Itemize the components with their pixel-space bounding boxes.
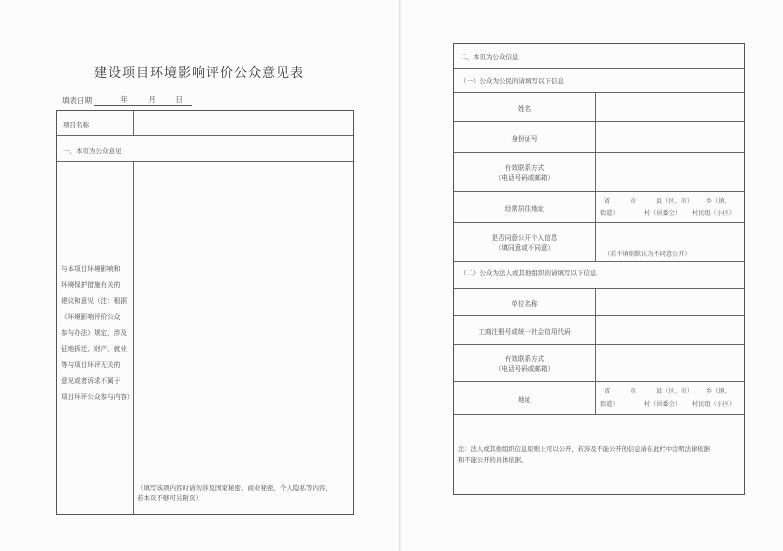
- org-table: [454, 288, 744, 413]
- contact-label-line: 有效联系方式: [504, 164, 545, 172]
- contact-field[interactable]: [595, 153, 744, 191]
- footer-note-line: （填写该项内容时请勿涉及国家秘密、商业秘密、个人隐私等内容，: [137, 484, 332, 492]
- prompt-line: 与本项目环境影响和: [61, 265, 121, 273]
- table-row: [454, 223, 744, 262]
- contact-label: [454, 163, 595, 183]
- form-title: 建设项目环境影响评价公众意见表: [93, 66, 304, 81]
- consent-field[interactable]: [595, 223, 744, 261]
- opinion-table: [56, 110, 354, 515]
- contact-label-line: （电话号码或邮箱）: [494, 174, 555, 182]
- prompt-line: 建议和意见（注：根据: [61, 297, 127, 305]
- addr-part: 市: [630, 198, 637, 205]
- addr-part: 街道）: [600, 210, 619, 217]
- prompt-line: 项目环评公众参与内容）: [61, 393, 134, 401]
- footer-note-line: 若本页不够可另附页）: [137, 494, 202, 502]
- opinion-prompt: [61, 261, 133, 405]
- org-contact-label-line: （电话号码或邮箱）: [494, 365, 555, 373]
- addr-part: 市: [630, 388, 637, 395]
- reg-no-field[interactable]: [595, 316, 744, 344]
- residence-field[interactable]: [595, 192, 744, 222]
- consent-note: （若不填则默认为不同意公开）: [604, 251, 691, 258]
- month-label: 月: [148, 95, 156, 104]
- addr-part: 省: [604, 198, 611, 205]
- citizen-header: （一）公众为公民的请填写以下信息: [460, 77, 564, 85]
- bottom-note-line: 注：法人或其他组织信息原则上可以公开，若涉及不能公开的信息请在此栏中注明法律依据: [458, 446, 710, 453]
- addr-part: 省: [604, 388, 611, 395]
- table-row: [454, 316, 744, 345]
- section2-label: 二、本页为公众信息: [460, 53, 519, 61]
- prompt-line: 环境保护措施有关的: [61, 281, 121, 289]
- org-name-label: 单位名称: [511, 300, 538, 308]
- org-contact-field[interactable]: [595, 345, 744, 381]
- table-row: [454, 93, 744, 122]
- addr-part: 村（居委会）: [644, 401, 682, 408]
- bottom-note: [458, 444, 740, 466]
- addr-part: 乡（镇、: [706, 388, 731, 395]
- fill-date-field[interactable]: [94, 96, 192, 106]
- addr-part: 村民组（小区）: [692, 210, 736, 217]
- table-row: [454, 345, 744, 382]
- right-page: [401, 0, 783, 551]
- prompt-line: 等与项目环评无关的: [61, 361, 121, 369]
- org-header: （二）公众为法人或其他组织的请填写以下信息: [460, 269, 597, 277]
- citizen-table: [454, 92, 744, 260]
- org-addr-field[interactable]: [595, 382, 744, 414]
- id-label: 身份证号: [511, 135, 538, 143]
- table-row: [454, 382, 744, 415]
- table-row: [454, 122, 744, 153]
- year-label: 年: [120, 95, 128, 104]
- org-name-field[interactable]: [595, 289, 744, 315]
- prompt-line: 参与办法》规定，涉及: [61, 329, 127, 337]
- org-contact-label: [454, 354, 595, 374]
- table-row: [454, 192, 744, 223]
- fill-date-row: [62, 95, 192, 106]
- name-field[interactable]: [595, 93, 744, 121]
- day-label: 日: [175, 95, 183, 104]
- name-label: 姓名: [517, 105, 532, 113]
- section1-label: 一、本页为公众意见: [63, 147, 122, 155]
- addr-part: 县（区、市）: [656, 388, 694, 395]
- id-field[interactable]: [595, 122, 744, 152]
- opinion-text-area[interactable]: [134, 162, 353, 514]
- fill-date-label: 填表日期: [62, 96, 92, 105]
- prompt-line: 《环境影响评价公众: [61, 313, 121, 321]
- project-name-field[interactable]: [134, 111, 353, 135]
- org-addr-label: 地址: [517, 396, 532, 404]
- prompt-line: 征地拆迁、财产、就业: [61, 345, 127, 353]
- prompt-line: 意见或者诉求不属于: [61, 377, 121, 385]
- footer-note: [137, 483, 351, 503]
- org-contact-label-line: 有效联系方式: [504, 355, 545, 363]
- table-row: [454, 289, 744, 316]
- addr-part: 村（居委会）: [644, 210, 682, 217]
- consent-label-line: 是否同意公开个人信息: [491, 234, 558, 242]
- addr-part: 街道）: [600, 401, 619, 408]
- table-row: [454, 153, 744, 192]
- addr-part: 县（区、市）: [656, 198, 694, 205]
- public-info-box: [453, 43, 745, 495]
- residence-label: 经常居住地址: [504, 205, 545, 213]
- bottom-note-line: 和不能公开的具体依据。: [458, 457, 528, 464]
- reg-no-label: 工商注册号或统一社会信用代码: [478, 328, 571, 336]
- addr-part: 乡（镇、: [706, 198, 731, 205]
- project-name-label: 项目名称: [63, 121, 89, 129]
- consent-label: [454, 233, 595, 253]
- consent-label-line: （填同意或不同意）: [494, 244, 555, 252]
- addr-part: 村民组（小区）: [692, 401, 736, 408]
